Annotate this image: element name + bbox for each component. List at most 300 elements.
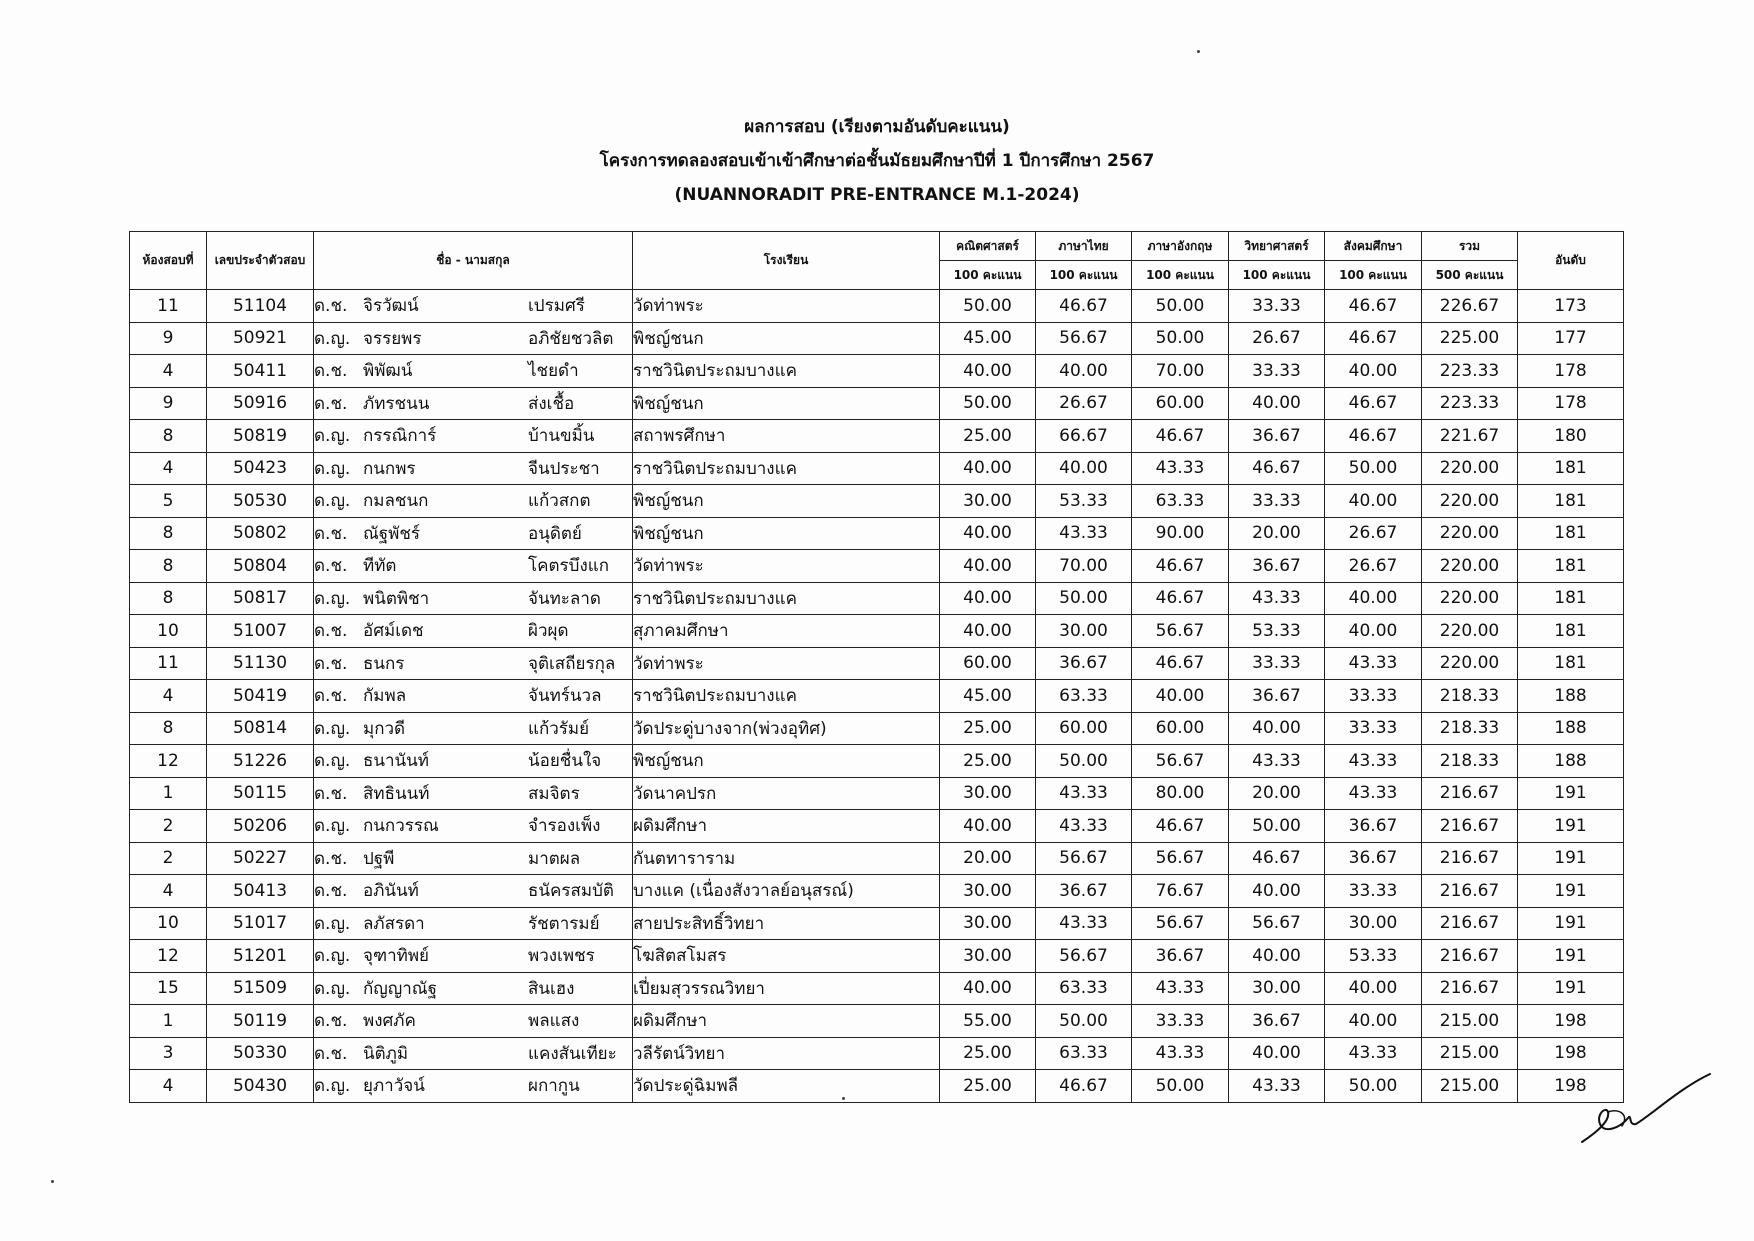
cell-math: 40.00: [940, 810, 1036, 843]
cell-rank: 178: [1518, 387, 1624, 420]
cell-math: 25.00: [940, 1070, 1036, 1103]
cell-english: 36.67: [1132, 940, 1229, 973]
cell-rank: 178: [1518, 355, 1624, 388]
cell-room: 10: [130, 907, 207, 940]
cell-total: 215.00: [1422, 1070, 1518, 1103]
cell-thai: 63.33: [1036, 1037, 1132, 1070]
last-name: รัชตารมย์: [528, 913, 600, 934]
cell-science: 43.33: [1229, 1070, 1325, 1103]
cell-room: 4: [130, 355, 207, 388]
cell-rank: 198: [1518, 1005, 1624, 1038]
cell-social: 33.33: [1325, 712, 1422, 745]
first-name: พนิตพิชา: [363, 588, 430, 609]
cell-total: 220.00: [1422, 582, 1518, 615]
cell-exam-id: 50921: [207, 322, 314, 355]
cell-social: 46.67: [1325, 322, 1422, 355]
cell-thai: 26.67: [1036, 387, 1132, 420]
cell-english: 76.67: [1132, 875, 1229, 908]
table-row: [130, 485, 1624, 518]
first-name: ปฐพี: [363, 848, 395, 869]
cell-room: 2: [130, 842, 207, 875]
table-row: [130, 517, 1624, 550]
cell-rank: 173: [1518, 290, 1624, 323]
first-name: ยุภาวัจน์: [363, 1076, 425, 1097]
name-title: ด.ช.: [314, 848, 348, 869]
cell-room: 1: [130, 777, 207, 810]
first-name: มุกวดี: [363, 718, 406, 739]
table-row: [130, 647, 1624, 680]
cell-rank: 191: [1518, 842, 1624, 875]
cell-science: 33.33: [1229, 290, 1325, 323]
cell-science: 40.00: [1229, 387, 1325, 420]
cell-math: 50.00: [940, 387, 1036, 420]
name-title: ด.ญ.: [314, 426, 351, 447]
cell-school: วัดนาคปรก: [633, 777, 940, 810]
first-name: พงศภัค: [363, 1011, 416, 1032]
cell-room: 3: [130, 1037, 207, 1070]
cell-total: 218.33: [1422, 745, 1518, 778]
header-total-max: 500 คะแนน: [1422, 261, 1518, 290]
cell-total: 216.67: [1422, 907, 1518, 940]
cell-name: [314, 1037, 633, 1070]
cell-exam-id: 51007: [207, 615, 314, 648]
last-name: โคตรบึงแก: [528, 556, 610, 577]
table-row: [130, 387, 1624, 420]
cell-english: 46.67: [1132, 420, 1229, 453]
cell-science: 30.00: [1229, 972, 1325, 1005]
cell-english: 56.67: [1132, 842, 1229, 875]
cell-english: 46.67: [1132, 550, 1229, 583]
cell-math: 40.00: [940, 615, 1036, 648]
first-name: สิทธินนท์: [363, 783, 430, 804]
first-name: นิติภูมิ: [363, 1043, 409, 1064]
cell-thai: 56.67: [1036, 940, 1132, 973]
last-name: เปรมศรี: [528, 296, 585, 317]
scan-speck: [842, 1097, 845, 1100]
title-line-2: โครงการทดลองสอบเข้าเข้าศึกษาต่อชั้นมัธยมศึกษาปีที่ 1 ปีการศึกษา 2567: [599, 151, 1155, 171]
cell-thai: 43.33: [1036, 777, 1132, 810]
table-row: [130, 550, 1624, 583]
last-name: บ้านขมิ้น: [528, 426, 595, 447]
cell-english: 56.67: [1132, 615, 1229, 648]
table-row: [130, 1037, 1624, 1070]
cell-social: 43.33: [1325, 745, 1422, 778]
cell-science: 53.33: [1229, 615, 1325, 648]
cell-rank: 181: [1518, 517, 1624, 550]
cell-english: 90.00: [1132, 517, 1229, 550]
table-row: [130, 680, 1624, 713]
cell-rank: 188: [1518, 680, 1624, 713]
cell-science: 36.67: [1229, 550, 1325, 583]
cell-name: [314, 712, 633, 745]
cell-exam-id: 50115: [207, 777, 314, 810]
header-school: โรงเรียน: [633, 232, 940, 290]
cell-social: 36.67: [1325, 810, 1422, 843]
cell-math: 25.00: [940, 1037, 1036, 1070]
name-title: ด.ญ.: [314, 978, 351, 999]
cell-science: 33.33: [1229, 647, 1325, 680]
cell-rank: 180: [1518, 420, 1624, 453]
cell-thai: 50.00: [1036, 1005, 1132, 1038]
cell-room: 8: [130, 420, 207, 453]
cell-english: 33.33: [1132, 1005, 1229, 1038]
cell-science: 20.00: [1229, 517, 1325, 550]
table-row: [130, 420, 1624, 453]
cell-english: 43.33: [1132, 452, 1229, 485]
cell-english: 46.67: [1132, 582, 1229, 615]
cell-math: 30.00: [940, 907, 1036, 940]
cell-math: 40.00: [940, 972, 1036, 1005]
cell-name: [314, 485, 633, 518]
table-row: [130, 582, 1624, 615]
name-title: ด.ญ.: [314, 588, 351, 609]
last-name: อภิชัยชวลิต: [528, 328, 614, 349]
table-row: [130, 1070, 1624, 1103]
cell-science: 36.67: [1229, 680, 1325, 713]
cell-english: 50.00: [1132, 290, 1229, 323]
cell-exam-id: 51226: [207, 745, 314, 778]
cell-total: 215.00: [1422, 1005, 1518, 1038]
cell-exam-id: 51017: [207, 907, 314, 940]
cell-thai: 30.00: [1036, 615, 1132, 648]
table-row: [130, 290, 1624, 323]
cell-rank: 188: [1518, 712, 1624, 745]
cell-math: 30.00: [940, 777, 1036, 810]
cell-total: 218.33: [1422, 680, 1518, 713]
table-row: [130, 712, 1624, 745]
cell-school: ราชวินิตประถมบางแค: [633, 452, 940, 485]
table-row: [130, 842, 1624, 875]
table-body: [130, 290, 1624, 1103]
cell-math: 40.00: [940, 452, 1036, 485]
cell-exam-id: 50814: [207, 712, 314, 745]
cell-social: 50.00: [1325, 1070, 1422, 1103]
table-row: [130, 907, 1624, 940]
cell-english: 50.00: [1132, 322, 1229, 355]
cell-math: 25.00: [940, 420, 1036, 453]
cell-exam-id: 50430: [207, 1070, 314, 1103]
cell-social: 33.33: [1325, 680, 1422, 713]
cell-math: 40.00: [940, 582, 1036, 615]
cell-thai: 43.33: [1036, 517, 1132, 550]
cell-school: บางแค (เนื่องสังวาลย์อนุสรณ์): [633, 875, 940, 908]
name-title: ด.ญ.: [314, 946, 351, 967]
cell-school: สายประสิทธิ์วิทยา: [633, 907, 940, 940]
first-name: ธนานันท์: [363, 751, 429, 772]
cell-room: 12: [130, 940, 207, 973]
cell-exam-id: 50206: [207, 810, 314, 843]
cell-science: 56.67: [1229, 907, 1325, 940]
cell-math: 30.00: [940, 875, 1036, 908]
cell-school: ผดิมศึกษา: [633, 1005, 940, 1038]
header-science: วิทยาศาสตร์: [1229, 232, 1325, 261]
first-name: กมลชนก: [363, 491, 429, 512]
cell-rank: 191: [1518, 810, 1624, 843]
cell-rank: 177: [1518, 322, 1624, 355]
cell-science: 36.67: [1229, 420, 1325, 453]
name-title: ด.ญ.: [314, 718, 351, 739]
cell-total: 220.00: [1422, 517, 1518, 550]
cell-thai: 63.33: [1036, 972, 1132, 1005]
name-title: ด.ญ.: [314, 491, 351, 512]
cell-name: [314, 842, 633, 875]
table-row: [130, 355, 1624, 388]
cell-thai: 50.00: [1036, 582, 1132, 615]
cell-school: วัดประดู่บางจาก(พ่วงอุทิศ): [633, 712, 940, 745]
cell-school: ผดิมศึกษา: [633, 810, 940, 843]
results-table: [129, 231, 1624, 1103]
cell-rank: 198: [1518, 1037, 1624, 1070]
cell-science: 46.67: [1229, 842, 1325, 875]
cell-math: 30.00: [940, 940, 1036, 973]
cell-math: 50.00: [940, 290, 1036, 323]
cell-social: 43.33: [1325, 647, 1422, 680]
cell-room: 4: [130, 680, 207, 713]
cell-school: ราชวินิตประถมบางแค: [633, 680, 940, 713]
scan-speck: [1197, 50, 1200, 53]
cell-math: 55.00: [940, 1005, 1036, 1038]
first-name: กรรณิการ์: [363, 426, 437, 447]
cell-room: 2: [130, 810, 207, 843]
cell-science: 26.67: [1229, 322, 1325, 355]
cell-total: 218.33: [1422, 712, 1518, 745]
cell-exam-id: 51104: [207, 290, 314, 323]
cell-name: [314, 387, 633, 420]
cell-rank: 191: [1518, 907, 1624, 940]
cell-math: 60.00: [940, 647, 1036, 680]
name-title: ด.ช.: [314, 556, 348, 577]
last-name: จันทร์นวล: [528, 686, 602, 707]
table-header: [130, 232, 1624, 290]
cell-math: 30.00: [940, 485, 1036, 518]
cell-social: 46.67: [1325, 290, 1422, 323]
table-row: [130, 322, 1624, 355]
cell-room: 11: [130, 647, 207, 680]
cell-math: 25.00: [940, 712, 1036, 745]
cell-thai: 53.33: [1036, 485, 1132, 518]
cell-social: 46.67: [1325, 387, 1422, 420]
cell-thai: 70.00: [1036, 550, 1132, 583]
cell-thai: 60.00: [1036, 712, 1132, 745]
last-name: ผิวผุด: [528, 621, 569, 642]
cell-exam-id: 50413: [207, 875, 314, 908]
cell-exam-id: 50419: [207, 680, 314, 713]
cell-total: 216.67: [1422, 972, 1518, 1005]
cell-name: [314, 517, 633, 550]
cell-social: 26.67: [1325, 517, 1422, 550]
last-name: สินเฮง: [528, 978, 575, 999]
first-name: กัมพล: [363, 686, 407, 707]
last-name: อนุดิตย์: [528, 523, 582, 544]
cell-english: 50.00: [1132, 1070, 1229, 1103]
first-name: จรรยพร: [363, 328, 422, 349]
cell-rank: 181: [1518, 647, 1624, 680]
cell-total: 225.00: [1422, 322, 1518, 355]
cell-rank: 181: [1518, 582, 1624, 615]
cell-exam-id: 50423: [207, 452, 314, 485]
cell-school: ราชวินิตประถมบางแค: [633, 582, 940, 615]
first-name: อัศม์เดช: [363, 621, 424, 642]
cell-social: 46.67: [1325, 420, 1422, 453]
cell-exam-id: 50804: [207, 550, 314, 583]
name-title: ด.ช.: [314, 361, 348, 382]
cell-room: 9: [130, 322, 207, 355]
cell-name: [314, 940, 633, 973]
cell-school: สุภาคมศึกษา: [633, 615, 940, 648]
cell-school: เปี่ยมสุวรรณวิทยา: [633, 972, 940, 1005]
cell-math: 25.00: [940, 745, 1036, 778]
cell-exam-id: 50227: [207, 842, 314, 875]
cell-total: 216.67: [1422, 777, 1518, 810]
cell-school: กันตทาราราม: [633, 842, 940, 875]
table-row: [130, 452, 1624, 485]
last-name: สมจิตร: [528, 783, 580, 804]
cell-school: ราชวินิตประถมบางแค: [633, 355, 940, 388]
cell-school: โฆสิตสโมสร: [633, 940, 940, 973]
cell-room: 12: [130, 745, 207, 778]
cell-school: วัดประดู่ฉิมพลี: [633, 1070, 940, 1103]
table-row: [130, 875, 1624, 908]
last-name: จำรองเพ็ง: [528, 816, 601, 837]
cell-rank: 191: [1518, 940, 1624, 973]
first-name: พิพัฒน์: [363, 361, 413, 382]
cell-english: 60.00: [1132, 387, 1229, 420]
cell-name: [314, 582, 633, 615]
cell-science: 40.00: [1229, 875, 1325, 908]
header-exam-id: เลขประจำตัวสอบ: [207, 232, 314, 290]
cell-social: 30.00: [1325, 907, 1422, 940]
cell-science: 36.67: [1229, 1005, 1325, 1038]
title-line-1: ผลการสอบ (เรียงตามอันดับคะแนน): [744, 117, 1010, 137]
cell-name: [314, 452, 633, 485]
cell-social: 50.00: [1325, 452, 1422, 485]
cell-total: 216.67: [1422, 842, 1518, 875]
last-name: ไชยดำ: [528, 361, 579, 382]
name-title: ด.ญ.: [314, 751, 351, 772]
cell-total: 220.00: [1422, 647, 1518, 680]
cell-social: 53.33: [1325, 940, 1422, 973]
cell-science: 40.00: [1229, 712, 1325, 745]
header-rank: อันดับ: [1518, 232, 1624, 290]
header-math: คณิตศาสตร์: [940, 232, 1036, 261]
cell-social: 33.33: [1325, 875, 1422, 908]
table-row: [130, 1005, 1624, 1038]
cell-exam-id: 50802: [207, 517, 314, 550]
cell-english: 56.67: [1132, 745, 1229, 778]
cell-room: 9: [130, 387, 207, 420]
cell-social: 43.33: [1325, 1037, 1422, 1070]
cell-thai: 43.33: [1036, 810, 1132, 843]
cell-social: 40.00: [1325, 485, 1422, 518]
cell-room: 8: [130, 517, 207, 550]
cell-social: 40.00: [1325, 615, 1422, 648]
last-name: น้อยชื่นใจ: [528, 751, 602, 772]
cell-science: 40.00: [1229, 940, 1325, 973]
name-title: ด.ญ.: [314, 816, 351, 837]
cell-social: 40.00: [1325, 355, 1422, 388]
cell-exam-id: 50817: [207, 582, 314, 615]
cell-social: 43.33: [1325, 777, 1422, 810]
cell-science: 20.00: [1229, 777, 1325, 810]
name-title: ด.ช.: [314, 653, 348, 674]
cell-science: 43.33: [1229, 582, 1325, 615]
cell-english: 46.67: [1132, 647, 1229, 680]
handwritten-signature: [1570, 1070, 1720, 1150]
cell-name: [314, 355, 633, 388]
cell-room: 1: [130, 1005, 207, 1038]
header-english: ภาษาอังกฤษ: [1132, 232, 1229, 261]
cell-english: 56.67: [1132, 907, 1229, 940]
cell-total: 220.00: [1422, 615, 1518, 648]
cell-name: [314, 290, 633, 323]
last-name: ส่งเชื้อ: [528, 393, 575, 414]
name-title: ด.ช.: [314, 1011, 348, 1032]
cell-english: 63.33: [1132, 485, 1229, 518]
first-name: ธนกร: [363, 653, 405, 674]
header-social: สังคมศึกษา: [1325, 232, 1422, 261]
cell-thai: 40.00: [1036, 355, 1132, 388]
last-name: แก้วรัมย์: [528, 718, 590, 739]
last-name: แคงสันเทียะ: [528, 1043, 617, 1064]
cell-school: วัดท่าพระ: [633, 647, 940, 680]
cell-english: 46.67: [1132, 810, 1229, 843]
name-title: ด.ช.: [314, 686, 348, 707]
cell-school: พิชญ์ชนก: [633, 485, 940, 518]
cell-name: [314, 420, 633, 453]
header-social-max: 100 คะแนน: [1325, 261, 1422, 290]
cell-english: 80.00: [1132, 777, 1229, 810]
last-name: จันทะลาด: [528, 588, 601, 609]
cell-english: 60.00: [1132, 712, 1229, 745]
cell-exam-id: 51201: [207, 940, 314, 973]
title-line-3: (NUANNORADIT PRE-ENTRANCE M.1-2024): [674, 185, 1080, 205]
cell-math: 40.00: [940, 517, 1036, 550]
header-total: รวม: [1422, 232, 1518, 261]
cell-school: วัดท่าพระ: [633, 290, 940, 323]
cell-room: 4: [130, 452, 207, 485]
scan-speck: [51, 1180, 54, 1183]
header-name: ชื่อ - นามสกุล: [314, 232, 633, 290]
cell-science: 33.33: [1229, 485, 1325, 518]
cell-social: 40.00: [1325, 582, 1422, 615]
cell-room: 11: [130, 290, 207, 323]
cell-english: 43.33: [1132, 1037, 1229, 1070]
cell-science: 33.33: [1229, 355, 1325, 388]
name-title: ด.ช.: [314, 881, 348, 902]
cell-social: 40.00: [1325, 972, 1422, 1005]
cell-name: [314, 972, 633, 1005]
cell-room: 5: [130, 485, 207, 518]
first-name: จิรวัฒน์: [363, 296, 419, 317]
cell-rank: 191: [1518, 875, 1624, 908]
cell-social: 36.67: [1325, 842, 1422, 875]
first-name: ลภัสรดา: [363, 913, 425, 934]
cell-school: สถาพรศึกษา: [633, 420, 940, 453]
cell-rank: 181: [1518, 550, 1624, 583]
cell-rank: 181: [1518, 485, 1624, 518]
first-name: ณัฐพัชร์: [363, 523, 421, 544]
cell-exam-id: 50916: [207, 387, 314, 420]
cell-room: 10: [130, 615, 207, 648]
cell-math: 40.00: [940, 355, 1036, 388]
cell-math: 45.00: [940, 680, 1036, 713]
header-math-max: 100 คะแนน: [940, 261, 1036, 290]
cell-total: 221.67: [1422, 420, 1518, 453]
cell-rank: 191: [1518, 777, 1624, 810]
cell-school: วัดท่าพระ: [633, 550, 940, 583]
first-name: อภินันท์: [363, 881, 419, 902]
cell-thai: 40.00: [1036, 452, 1132, 485]
